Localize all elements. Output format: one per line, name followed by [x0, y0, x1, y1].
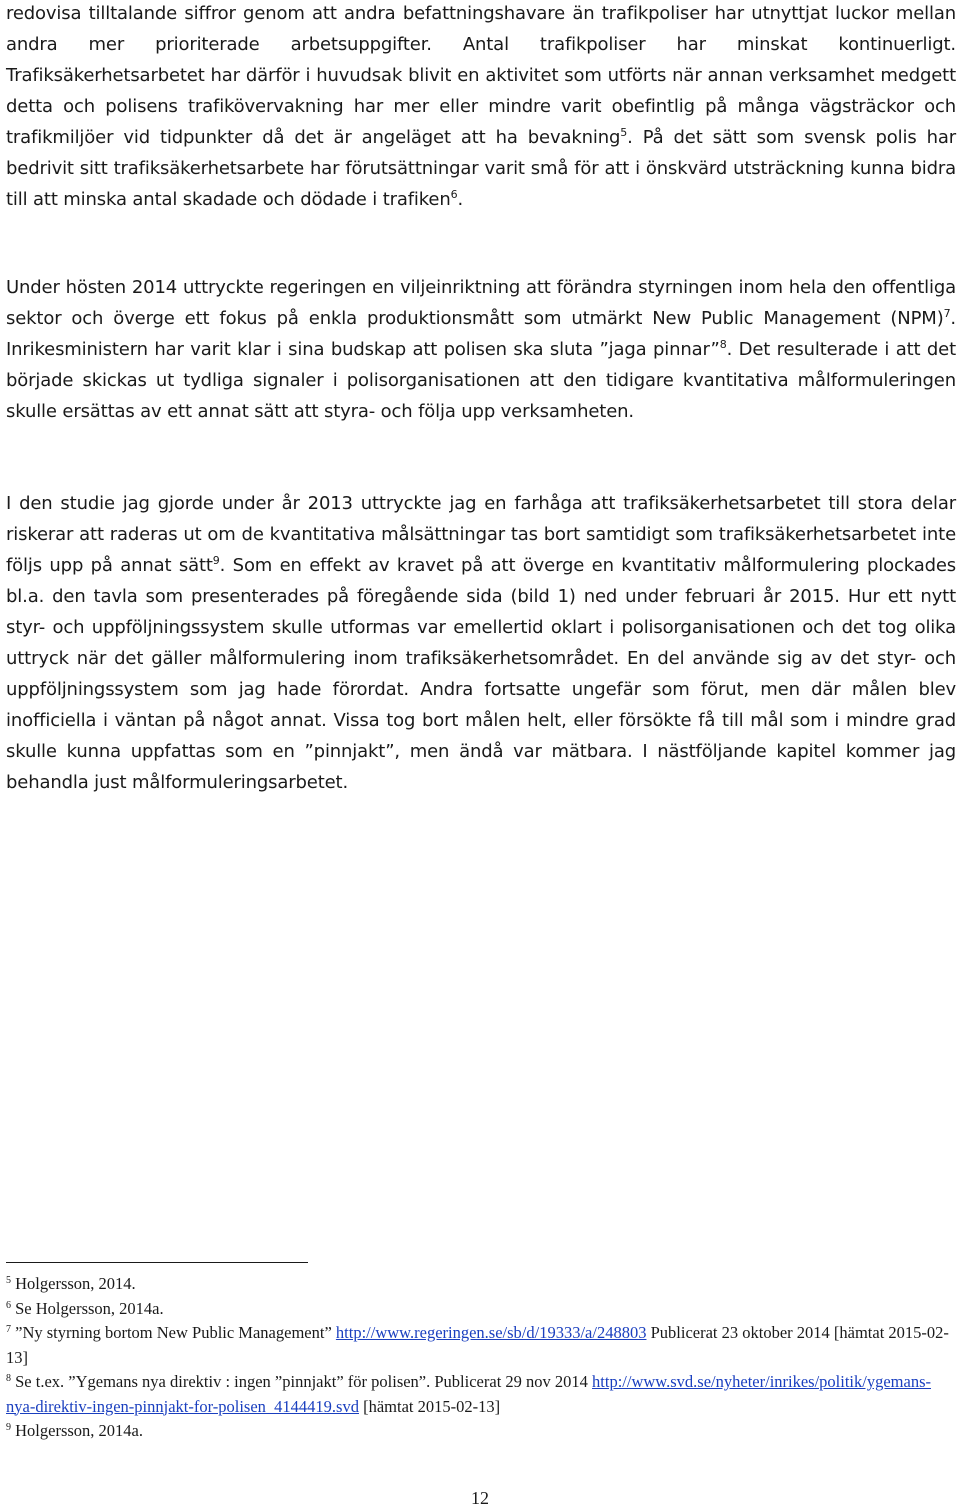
paragraph-3 [6, 488, 956, 798]
footnote-number: 7 [6, 1324, 11, 1335]
footnote-number: 9 [6, 1422, 11, 1433]
footnote-ref: 8 [719, 338, 727, 351]
text-run: Under hösten 2014 uttryckte regeringen en viljeinriktning att förändra styrningen inom hela den offentliga sektor och överge ett fokus på enkla produktionsmått som utmärkt New Public Management (NPM) [6, 277, 956, 329]
footnote-7 [6, 1321, 956, 1370]
footnote-link[interactable]: http://www.regeringen.se/sb/d/19333/a/248803 [335, 1323, 647, 1342]
text-run: I den studie jag gjorde under år 2013 uttryckte jag en farhåga att trafiksäkerhetsarbetet till stora delar riskerar att raderas ut om de kvantitativa målsättningar tas bort samtidigt som trafiksäkerhetsarbetet inte följs upp på annat sätt [6, 493, 956, 576]
text-run: redovisa tilltalande siffror genom att andra befattningshavare än trafikpoliser har utnyttjat luckor mellan andra mer prioriterade arbetsuppgifter. Antal trafikpoliser har minskat kontinuerligt. Trafiksäkerhetsarbetet har därför i huvudsak blivit en aktivitet som utförts när annan verksamhet medgett detta och polisens trafikövervakning har mer eller mindre varit obefintlig på många vägsträckor och trafikmiljöer vid tidpunkter då det är angeläget att ha bevakning [6, 3, 956, 148]
text-run: Publicerat 23 oktober 2014 [hämtat 2015-02-13] [6, 1323, 949, 1367]
footnote-5 [6, 1272, 956, 1297]
paragraph-2 [6, 272, 956, 427]
page-number: 12 [471, 1488, 489, 1508]
text-run: . Inrikesministern har varit klar i sina budskap att polisen ska sluta ”jaga pinnar” [6, 308, 956, 360]
footnote-9 [6, 1419, 956, 1444]
footnote-number: 8 [6, 1373, 11, 1384]
text-run: Se Holgersson, 2014a. [11, 1298, 164, 1318]
text-run: Holgersson, 2014a. [11, 1421, 143, 1440]
text-run: Holgersson, 2014. [11, 1274, 136, 1293]
footnote-number: 5 [6, 1275, 11, 1286]
footnote-link[interactable]: http://www.svd.se/nyheter/inrikes/politik/ygemans-nya-direktiv-ingen-pinnjakt-for-polisen_4144419.svd [6, 1372, 931, 1416]
text-run: ”Ny styrning bortom New Public Management” [11, 1323, 336, 1342]
text-run: Se t.ex. ”Ygemans nya direktiv : ingen ”pinnjakt” för polisen”. Publicerat 29 nov 2014 [11, 1372, 593, 1391]
footnote-ref: 9 [212, 554, 220, 567]
footnote-8 [6, 1370, 956, 1419]
paragraph-1 [6, 0, 956, 215]
footnote-ref: 6 [450, 188, 458, 201]
footnote-6 [6, 1297, 956, 1322]
footnote-number: 6 [6, 1299, 11, 1311]
text-run: . Som en effekt av kravet på att överge en kvantitativ målformulering plockades bl.a. den tavla som presenterades på föregående sida (bild 1) ned under februari år 2015. Hur ett nytt styr- och uppföljningssystem skulle utformas var emellertid oklart i polisorganisationen och det tog olika uttryck när det gäller målformulering inom trafiksäkerhetsområdet. En del använde sig av det styr- och uppföljningssystem som jag hade förordat. Andra fortsatte ungefär som förut, men där målen blev inofficiella i väntan på något annat. Vissa tog bort målen helt, eller försökte få till mål som i mindre grad skulle kunna uppfattas som en ”pinnjakt”, men ändå var mätbara. I nästföljande kapitel kommer jag behandla just målformuleringsarbetet. [6, 555, 956, 793]
footnote-separator [6, 1262, 308, 1263]
footnotes [6, 1272, 956, 1444]
text-run: . Det resulterade i att det började skickas ut tydliga signaler i polisorganisationen att den tidigare kvantitativa målformuleringen skulle ersättas av ett annat sätt att styra- och följa upp verksamheten. [6, 339, 957, 422]
text-run: . På det sätt som svensk polis har bedrivit sitt trafiksäkerhetsarbete har förutsättningar varit små för att i önskvärd utsträckning kunna bidra till att minska antal skadade och dödade i trafiken [6, 127, 956, 210]
footnote-ref: 5 [620, 126, 628, 139]
footnote-ref: 7 [943, 307, 951, 320]
text-run: . [457, 189, 464, 210]
text-run: [hämtat 2015-02-13] [358, 1396, 501, 1416]
